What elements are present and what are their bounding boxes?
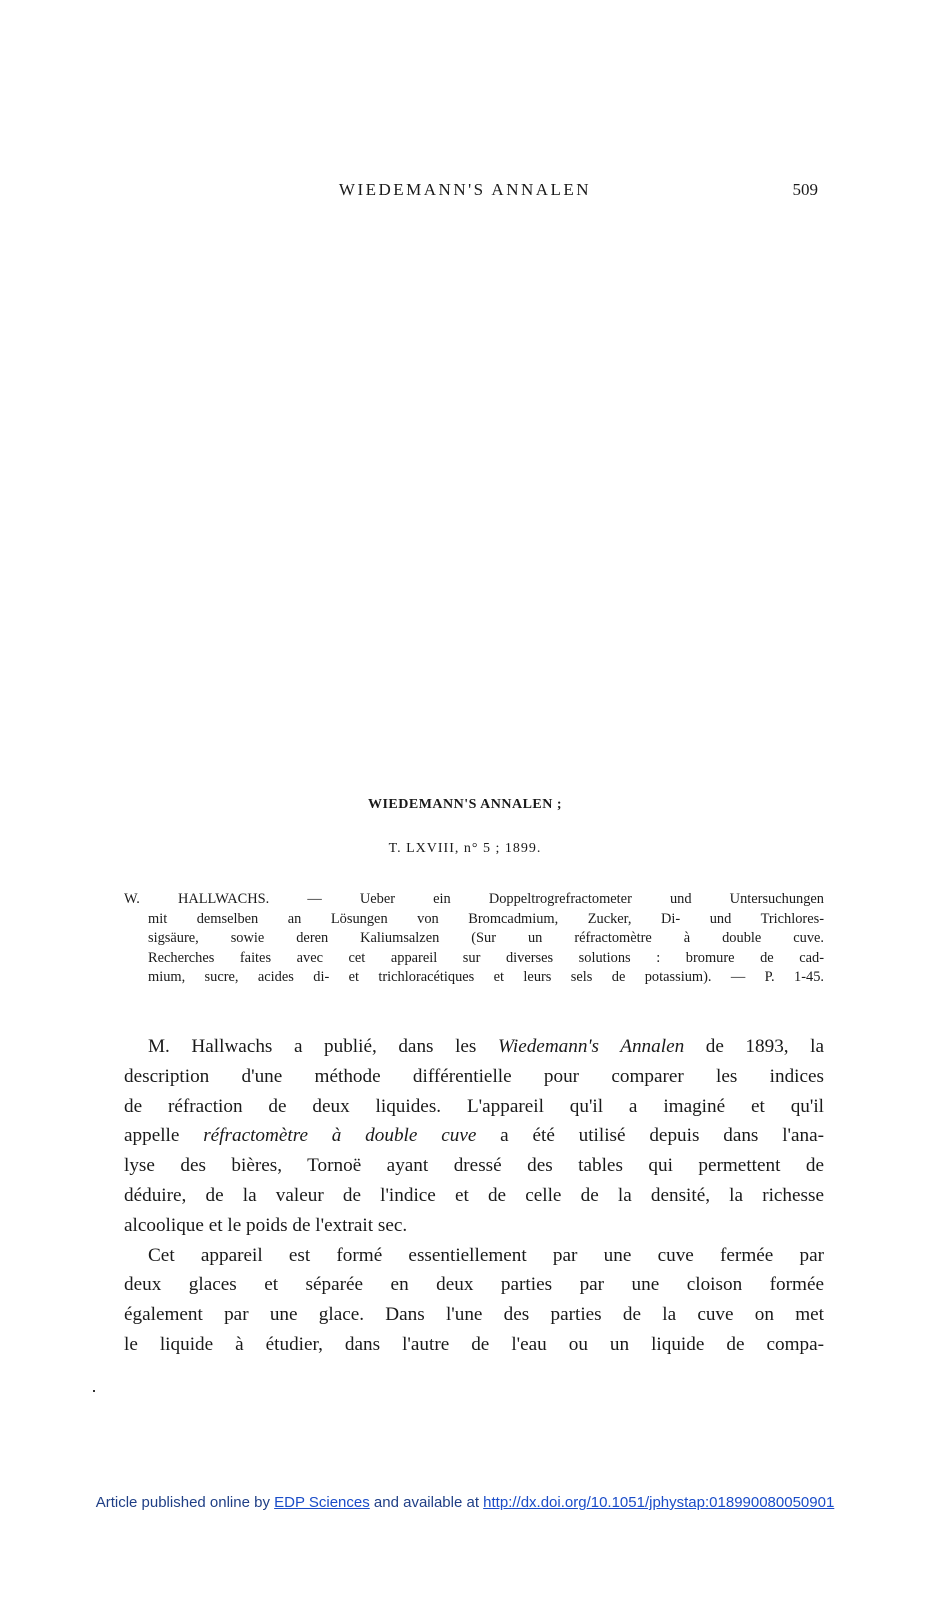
text-run: a été utilisé depuis dans l'ana- <box>476 1125 825 1147</box>
abstract-line: mit demselben an Lösungen von Bromcadmium, Zucker, Di- und Trichlores- <box>148 910 824 927</box>
text-run: de 1893, la <box>684 1036 824 1057</box>
abstract-line: W. HALLWACHS. — Ueber ein Doppeltrogrefractometer und Untersuchungen <box>124 891 824 907</box>
body-line: le liquide à étudier, dans l'autre de l'eau ou un liquide de compa- <box>124 1333 824 1355</box>
abstract-line: Recherches faites avec cet appareil sur diverses solutions : bromure de cad- <box>148 949 824 966</box>
page-number: 509 <box>792 180 818 199</box>
body-line: Cet appareil est formé essentiellement par une cuve fermée par <box>148 1244 824 1266</box>
running-title: WIEDEMANN'S ANNALEN <box>338 180 592 199</box>
body-line: deux glaces et séparée en deux parties par une cloison formée <box>124 1274 824 1296</box>
body-line: alcoolique et le poids de l'extrait sec. <box>124 1214 408 1236</box>
scan-speck <box>93 1390 95 1392</box>
italic-term: réfractomètre à double cuve <box>203 1125 477 1147</box>
body-line: de réfraction de deux liquides. L'appareil qu'il a imaginé et qu'il <box>124 1095 824 1117</box>
abstract-line: mium, sucre, acides di- et trichloracétiques et leurs sels de potassium). — P. 1-45. <box>148 969 824 986</box>
abstract-line: sigsäure, sowie deren Kaliumsalzen (Sur un réfractomètre à double cuve. <box>148 930 824 947</box>
body-line: lyse des bières, Tornoë ayant dressé des tables qui permettent de <box>124 1155 824 1177</box>
text-run: M. Hallwachs a publié, dans les <box>148 1036 498 1057</box>
publisher-link[interactable]: EDP Sciences <box>274 1494 370 1511</box>
body-line <box>124 1032 824 1062</box>
doi-link[interactable]: http://dx.doi.org/10.1051/jphystap:018990080050901 <box>483 1494 835 1511</box>
publication-footer <box>0 1494 930 1511</box>
body-line: également par une glace. Dans l'une des parties de la cuve on met <box>124 1304 824 1326</box>
article-body <box>124 1032 824 1360</box>
body-line: description d'une méthode différentielle pour comparer les indices <box>124 1065 824 1087</box>
body-line <box>124 1121 824 1151</box>
text-run: appelle <box>124 1125 204 1147</box>
issue-line: T. LXVIII, n° 5 ; 1899. <box>388 841 542 856</box>
abstract <box>124 890 824 988</box>
italic-title: Wiedemann's Annalen <box>497 1036 685 1057</box>
footer-prefix: Article published online by <box>95 1494 275 1511</box>
section-title: WIEDEMANN'S ANNALEN ; <box>367 797 563 812</box>
footer-middle: and available at <box>369 1494 484 1511</box>
body-line: déduire, de la valeur de l'indice et de celle de la densité, la richesse <box>124 1184 824 1206</box>
